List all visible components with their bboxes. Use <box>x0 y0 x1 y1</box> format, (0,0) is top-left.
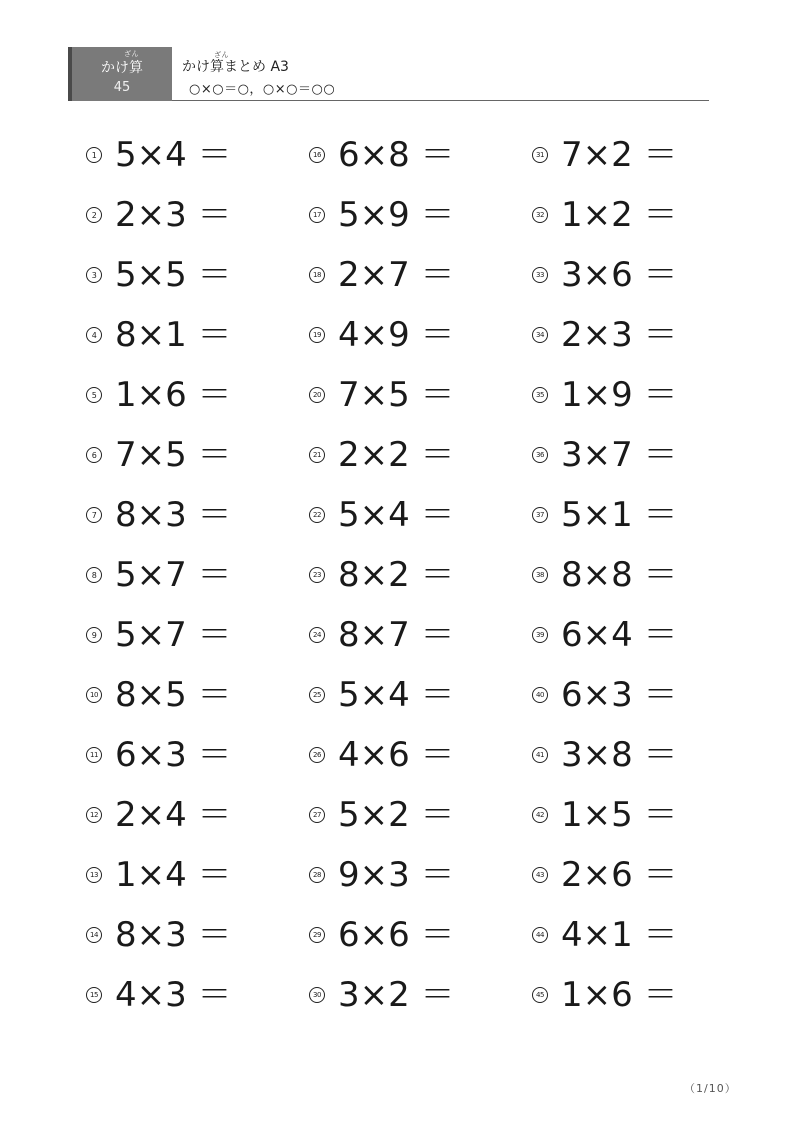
problem-expression: 5×1 ＝ <box>561 495 678 535</box>
problem-expression: 2×7 ＝ <box>338 255 455 295</box>
problem-number: 40 <box>532 687 548 703</box>
problem-item <box>532 785 678 845</box>
problem-expression: 5×4 ＝ <box>115 135 232 175</box>
problem-item <box>532 305 678 365</box>
problem-number: 39 <box>532 627 548 643</box>
problem-item <box>86 125 232 185</box>
problem-expression: 3×7 ＝ <box>561 435 678 475</box>
problem-expression: 8×8 ＝ <box>561 555 678 595</box>
problem-expression: 1×2 ＝ <box>561 195 678 235</box>
problem-number: 29 <box>309 927 325 943</box>
problem-item <box>86 725 232 785</box>
problem-expression: 6×8 ＝ <box>338 135 455 175</box>
problem-number: 14 <box>86 927 102 943</box>
problem-expression: 7×5 ＝ <box>115 435 232 475</box>
problem-number: 42 <box>532 807 548 823</box>
problem-item <box>86 425 232 485</box>
problem-number: 15 <box>86 987 102 1003</box>
problem-expression: 6×4 ＝ <box>561 615 678 655</box>
problem-item <box>309 905 455 965</box>
problem-item <box>309 965 455 1025</box>
problem-item <box>532 425 678 485</box>
problem-number: 21 <box>309 447 325 463</box>
problem-number: 43 <box>532 867 548 883</box>
problem-item <box>309 485 455 545</box>
problem-item <box>309 605 455 665</box>
problem-column-1 <box>86 125 232 1025</box>
problem-item <box>309 185 455 245</box>
problem-item <box>532 725 678 785</box>
problem-number: 2 <box>86 207 102 223</box>
problem-expression: 5×5 ＝ <box>115 255 232 295</box>
problem-item <box>309 545 455 605</box>
problem-number: 37 <box>532 507 548 523</box>
problem-expression: 8×3 ＝ <box>115 495 232 535</box>
problem-number: 27 <box>309 807 325 823</box>
problem-item <box>309 305 455 365</box>
header-divider <box>172 100 709 101</box>
problem-item <box>86 545 232 605</box>
problem-number: 32 <box>532 207 548 223</box>
problem-expression: 5×7 ＝ <box>115 555 232 595</box>
problem-expression: 1×6 ＝ <box>115 375 232 415</box>
page-title-ruby: ざん <box>214 51 229 59</box>
problem-item <box>532 125 678 185</box>
problem-number: 12 <box>86 807 102 823</box>
problem-item <box>309 365 455 425</box>
problem-number: 41 <box>532 747 548 763</box>
section-tab <box>68 47 172 101</box>
problem-number: 17 <box>309 207 325 223</box>
problem-expression: 5×4 ＝ <box>338 675 455 715</box>
problem-expression: 8×1 ＝ <box>115 315 232 355</box>
problem-number: 7 <box>86 507 102 523</box>
page-subtitle: ○×○＝○，○×○＝○○ <box>189 82 336 97</box>
problem-item <box>86 485 232 545</box>
problem-expression: 8×7 ＝ <box>338 615 455 655</box>
problem-item <box>309 665 455 725</box>
problem-number: 31 <box>532 147 548 163</box>
problem-expression: 6×6 ＝ <box>338 915 455 955</box>
problem-number: 34 <box>532 327 548 343</box>
problem-expression: 3×2 ＝ <box>338 975 455 1015</box>
problem-number: 33 <box>532 267 548 283</box>
problem-number: 22 <box>309 507 325 523</box>
problem-item <box>86 305 232 365</box>
problem-item <box>309 125 455 185</box>
problem-expression: 1×5 ＝ <box>561 795 678 835</box>
problem-expression: 6×3 ＝ <box>561 675 678 715</box>
problem-number: 25 <box>309 687 325 703</box>
problem-expression: 4×3 ＝ <box>115 975 232 1015</box>
problem-item <box>309 725 455 785</box>
problem-number: 26 <box>309 747 325 763</box>
problem-item <box>309 845 455 905</box>
problem-item <box>86 965 232 1025</box>
problem-expression: 4×6 ＝ <box>338 735 455 775</box>
problem-item <box>532 605 678 665</box>
problem-number: 45 <box>532 987 548 1003</box>
problem-column-2 <box>309 125 455 1025</box>
problem-item <box>309 245 455 305</box>
problem-expression: 8×3 ＝ <box>115 915 232 955</box>
problem-expression: 3×8 ＝ <box>561 735 678 775</box>
problem-item <box>532 905 678 965</box>
page-title: かけ算まとめ A3 <box>182 59 289 75</box>
problem-expression: 2×4 ＝ <box>115 795 232 835</box>
problem-expression: 5×9 ＝ <box>338 195 455 235</box>
problem-column-3 <box>532 125 678 1025</box>
problem-expression: 2×6 ＝ <box>561 855 678 895</box>
problem-number: 18 <box>309 267 325 283</box>
problem-expression: 9×3 ＝ <box>338 855 455 895</box>
problem-item <box>86 245 232 305</box>
problem-expression: 5×4 ＝ <box>338 495 455 535</box>
problem-item <box>532 365 678 425</box>
problem-item <box>86 185 232 245</box>
problem-expression: 5×7 ＝ <box>115 615 232 655</box>
problem-number: 38 <box>532 567 548 583</box>
problem-item <box>532 545 678 605</box>
problem-expression: 5×2 ＝ <box>338 795 455 835</box>
problem-item <box>86 665 232 725</box>
problem-expression: 2×3 ＝ <box>115 195 232 235</box>
problem-expression: 8×2 ＝ <box>338 555 455 595</box>
problem-item <box>532 485 678 545</box>
problem-expression: 2×2 ＝ <box>338 435 455 475</box>
problem-item <box>532 185 678 245</box>
page-number: （1/10） <box>684 1082 737 1095</box>
problem-item <box>532 845 678 905</box>
problem-expression: 8×5 ＝ <box>115 675 232 715</box>
problem-item <box>86 845 232 905</box>
problem-expression: 3×6 ＝ <box>561 255 678 295</box>
problem-number: 8 <box>86 567 102 583</box>
problem-number: 6 <box>86 447 102 463</box>
problem-number: 13 <box>86 867 102 883</box>
problem-number: 3 <box>86 267 102 283</box>
problem-item <box>86 605 232 665</box>
problem-number: 16 <box>309 147 325 163</box>
problem-item <box>532 965 678 1025</box>
problem-item <box>309 425 455 485</box>
problem-item <box>86 785 232 845</box>
problem-number: 35 <box>532 387 548 403</box>
problem-number: 28 <box>309 867 325 883</box>
problem-expression: 1×9 ＝ <box>561 375 678 415</box>
problem-item <box>532 245 678 305</box>
problem-number: 36 <box>532 447 548 463</box>
problem-number: 9 <box>86 627 102 643</box>
problem-expression: 6×3 ＝ <box>115 735 232 775</box>
problem-expression: 7×2 ＝ <box>561 135 678 175</box>
problem-number: 10 <box>86 687 102 703</box>
problem-number: 5 <box>86 387 102 403</box>
problem-expression: 4×1 ＝ <box>561 915 678 955</box>
problem-number: 11 <box>86 747 102 763</box>
problem-number: 24 <box>309 627 325 643</box>
problem-number: 44 <box>532 927 548 943</box>
tab-title-ruby: ざん <box>124 50 139 58</box>
problem-item <box>86 905 232 965</box>
problem-expression: 1×4 ＝ <box>115 855 232 895</box>
problem-expression: 1×6 ＝ <box>561 975 678 1015</box>
problem-number: 19 <box>309 327 325 343</box>
problem-item <box>532 665 678 725</box>
problem-number: 1 <box>86 147 102 163</box>
problem-expression: 2×3 ＝ <box>561 315 678 355</box>
tab-title: かけ算 <box>101 60 143 76</box>
problem-item <box>309 785 455 845</box>
problem-number: 23 <box>309 567 325 583</box>
problem-number: 20 <box>309 387 325 403</box>
problem-number: 4 <box>86 327 102 343</box>
problem-item <box>86 365 232 425</box>
problem-number: 30 <box>309 987 325 1003</box>
tab-number: 45 <box>113 80 131 95</box>
problem-expression: 4×9 ＝ <box>338 315 455 355</box>
problem-expression: 7×5 ＝ <box>338 375 455 415</box>
